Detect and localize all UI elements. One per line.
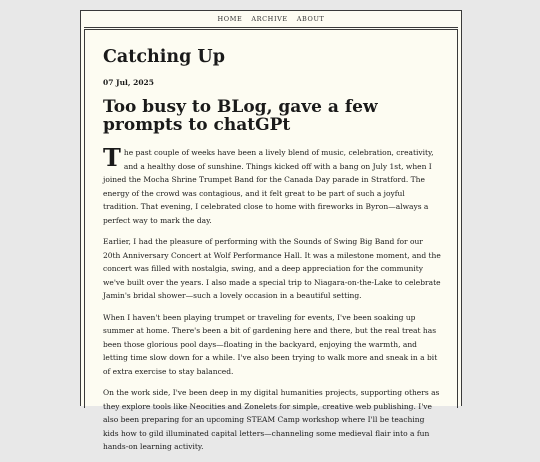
- main-content: [103, 41, 441, 462]
- post-paragraph-4: On the work side, I've been deep in my digital humanities projects, supporting others as they explore tools like Neocities and Zonelets for simple, creative web publishing. I've also been preparing for an upcoming STEAM Camp workshop where I'll be teaching kids how to gild illuminated capital letters—channeling some medieval flair into a fun hands-on learning activity.: [103, 388, 440, 451]
- paragraph-text: he past couple of weeks have been a lively blend of music, celebration, creativity, and a healthy dose of sunshine. Things kicked off with a bang on July 1st, when I joined the Mocha Shrine Trumpet Band for the Canada Day parade in Stratford. The energy of the crowd was contagious, and it felt great to be part of such a joyful tradition. That evening, I celebrated close to home with fireworks in Byron—always a perfect way to mark the day.: [103, 148, 434, 225]
- nav-archive-link[interactable]: ARCHIVE: [251, 15, 288, 23]
- page-title: Catching Up: [103, 47, 225, 67]
- top-nav: [84, 11, 458, 28]
- post-paragraph-3: When I haven't been playing trumpet or traveling for events, I've been soaking up summer at home. There's been a bit of gardening here and there, but the real treat has been those glorious pool days—floating in the backyard, enjoying the warmth, and letting time slow down for a while. I've also been trying to walk more and sneak in a bit of extra exercise to stay balanced.: [103, 312, 438, 376]
- post-date: 07 Jul, 2025: [103, 78, 154, 87]
- nav-home-link[interactable]: HOME: [217, 15, 243, 23]
- post-paragraph-2: Earlier, I had the pleasure of performing with the Sounds of Swing Big Band for our 20th Anniversary Concert at Wolf Performance Hall. It was a milestone moment, and the concert was filled with nostalgia, swing, and a deep appreciation for the community we've built over the years. I also made a special trip to Niagara-on-the-Lake to celebrate Jamin's bridal shower—such a lovely occasion in a beautiful setting.: [103, 237, 441, 300]
- drop-cap: T: [103, 143, 121, 172]
- nav-about-link[interactable]: ABOUT: [296, 15, 325, 23]
- post-paragraph-1: [103, 143, 441, 227]
- post-body: [103, 143, 441, 454]
- post-title: Too busy to BLog, gave a few prompts to chatGPt: [103, 97, 378, 135]
- page-container: [80, 10, 462, 451]
